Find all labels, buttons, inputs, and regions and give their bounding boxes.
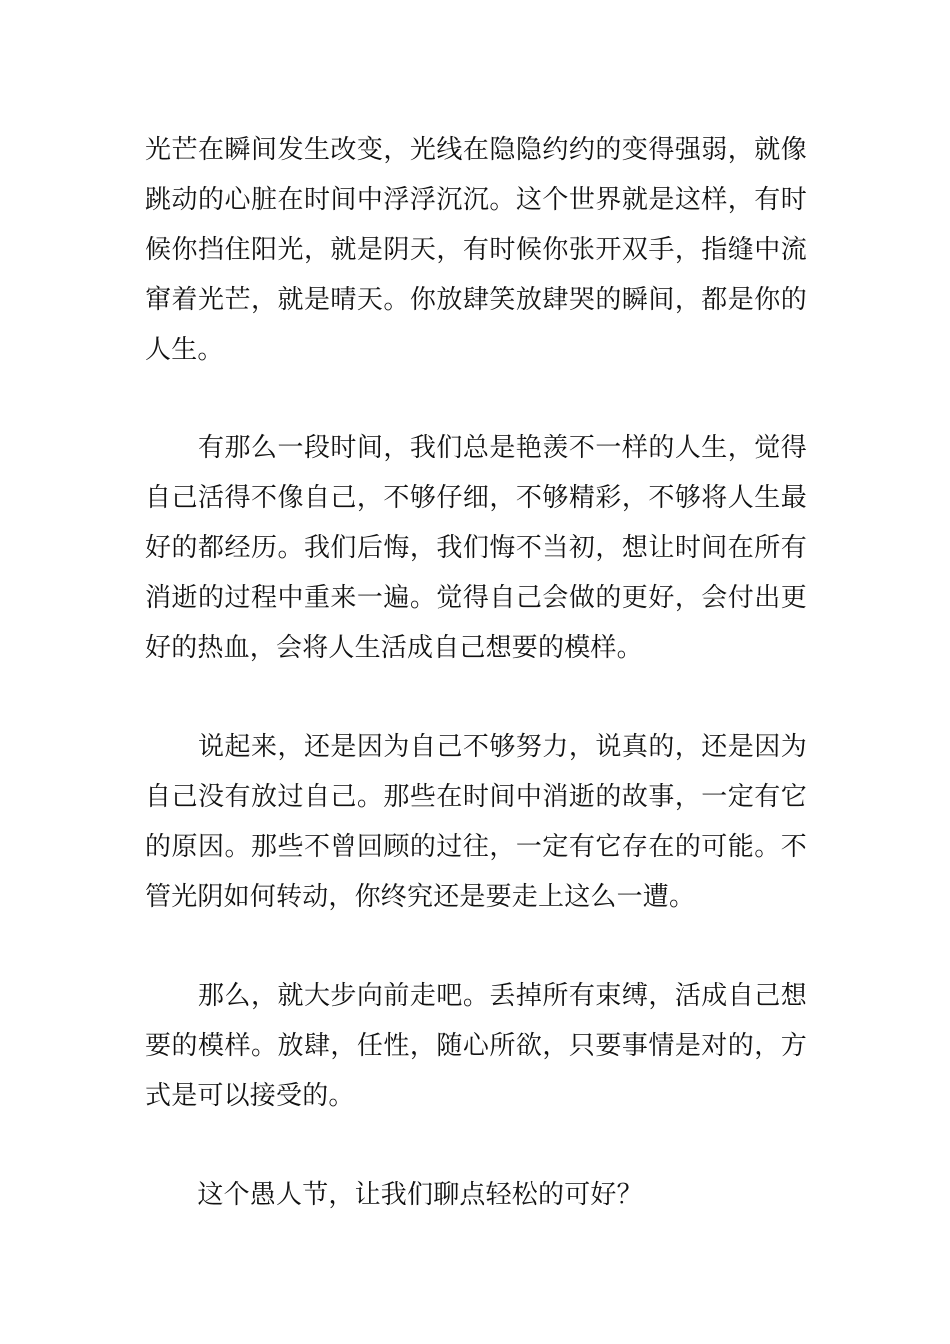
paragraph-5: 这个愚人节，让我们聊点轻松的可好？ bbox=[145, 1180, 643, 1210]
paragraph-3: 说起来，还是因为自己不够努力，说真的，还是因为自己没有放过自己。那些在时间中消逝的故事，一定有它的原因。那些不曾回顾的过往，一定有它存在的可能。不管光阴如何转动，你终究还是要走上这么一遭。 bbox=[145, 732, 807, 912]
paragraph-2: 有那么一段时间，我们总是艳羡不一样的人生，觉得自己活得不像自己，不够仔细，不够精彩，不够将人生最好的都经历。我们后悔，我们悔不当初，想让时间在所有消逝的过程中重来一遍。觉得自己会做的更好，会付出更好的热血，会将人生活成自己想要的模样。 bbox=[145, 433, 807, 663]
paragraph-4: 那么，就大步向前走吧。丢掉所有束缚，活成自己想要的模样。放肆，任性，随心所欲，只要事情是对的，方式是可以接受的。 bbox=[145, 981, 807, 1111]
paragraph-1: 光芒在瞬间发生改变，光线在隐隐约约的变得强弱，就像跳动的心脏在时间中浮浮沉沉。这个世界就是这样，有时候你挡住阳光，就是阴天，有时候你张开双手，指缝中流窜着光芒，就是晴天。你放肆笑放肆哭的瞬间，都是你的人生。 bbox=[145, 135, 807, 365]
